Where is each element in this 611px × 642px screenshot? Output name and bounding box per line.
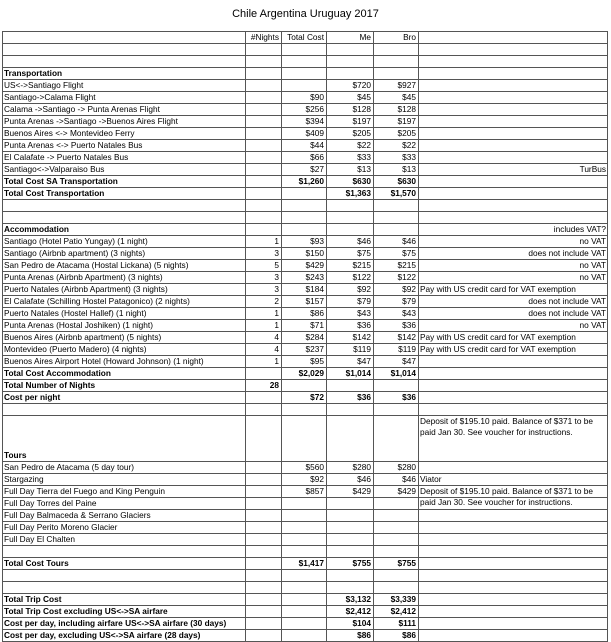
nights-cell: 4 xyxy=(274,344,279,354)
bro-cell: $46 xyxy=(402,474,416,484)
me-cell: $104 xyxy=(352,618,371,628)
summary-label-cell: Total Trip Cost excluding US<->SA airfare xyxy=(4,606,168,616)
item-cell: Full Day Torres del Paine xyxy=(4,498,97,508)
me-cell xyxy=(326,522,373,533)
nights-cell: 3 xyxy=(274,284,279,294)
item-cell: Santiago<->Valparaiso Bus xyxy=(4,164,105,174)
bro-cell: $280 xyxy=(397,462,416,472)
total-cost-cell xyxy=(281,522,326,533)
nights-cell: 5 xyxy=(274,260,279,270)
total-cost-cell xyxy=(281,534,326,545)
total-cost-cell: $243 xyxy=(305,272,324,282)
note-cell xyxy=(418,498,608,509)
table-row xyxy=(2,320,608,332)
bro-cell: $122 xyxy=(397,272,416,282)
table-row xyxy=(2,92,608,104)
me-cell: $36 xyxy=(357,320,371,330)
item-cell: El Calafate -> Puerto Natales Bus xyxy=(4,152,129,162)
me-cell: $142 xyxy=(352,332,371,342)
table-row xyxy=(2,356,608,368)
me-cell: $128 xyxy=(352,104,371,114)
item-cell: Puerto Natales (Airbnb Apartment) (3 nights) xyxy=(4,284,168,294)
item-cell: Buenos Aires (Airbnb apartment) (5 nights) xyxy=(4,332,162,342)
nights-cell: 1 xyxy=(274,320,279,330)
item-cell: Full Day Balmaceda & Serrano Glaciers xyxy=(4,510,151,520)
me-cell xyxy=(326,510,373,521)
table-row xyxy=(2,248,608,260)
item-cell: Santiago (Airbnb apartment) (3 nights) xyxy=(4,248,146,258)
tours-deposit-note: Deposit of $195.10 paid. Balance of $371 to be paid Jan 30. See voucher for instructions. xyxy=(420,416,593,437)
bro-cell xyxy=(373,510,418,521)
nights-cell: 4 xyxy=(274,332,279,342)
vat-note-cell: no VAT xyxy=(579,272,606,282)
section-heading-row xyxy=(2,416,608,462)
total-cost-cell: $90 xyxy=(310,92,324,102)
table-row xyxy=(2,594,608,606)
me-cell: $45 xyxy=(357,92,371,102)
me-cell: $86 xyxy=(357,630,371,640)
section-heading-row xyxy=(2,68,608,80)
total-row: Total Cost SA Transportation $1,260 $630 $630 xyxy=(2,176,608,188)
total-row: Total Cost Transportation $1,363 $1,570 xyxy=(2,188,608,200)
note-cell xyxy=(418,462,608,473)
table-row xyxy=(2,140,608,152)
header-nights: #Nights xyxy=(250,32,279,42)
total-row: Total Number of Nights 28 xyxy=(2,380,608,392)
table-row xyxy=(2,152,608,164)
total-cost-cell: $857 xyxy=(305,486,324,496)
item-cell: Punta Arenas (Airbnb Apartment) (3 nights) xyxy=(4,272,163,282)
summary-label-cell: Cost per day, excluding US<->SA airfare (28 days) xyxy=(4,630,201,640)
vat-note-cell: does not include VAT xyxy=(528,308,606,318)
bro-cell: $47 xyxy=(402,356,416,366)
table-row xyxy=(2,236,608,248)
note-cell: Viator xyxy=(420,474,442,484)
total-row: Total Cost Accommodation $2,029 $1,014 $1,014 xyxy=(2,368,608,380)
item-cell: Full Day El Chalten xyxy=(4,534,76,544)
item-cell: San Pedro de Atacama (5 day tour) xyxy=(4,462,135,472)
total-cost-cell: $237 xyxy=(305,344,324,354)
nights-cell: 1 xyxy=(274,308,279,318)
total-cost-cell: $409 xyxy=(305,128,324,138)
total-cost-cell: $560 xyxy=(305,462,324,472)
me-cell: $720 xyxy=(352,80,371,90)
accommodation-heading: Accommodation xyxy=(4,224,69,234)
nights-cell: 2 xyxy=(274,296,279,306)
me-cell: $13 xyxy=(357,164,371,174)
me-cell: $47 xyxy=(357,356,371,366)
bro-cell: $2,412 xyxy=(390,606,416,616)
table-row xyxy=(2,510,608,522)
total-cost-cell: $71 xyxy=(310,320,324,330)
me-cell: $122 xyxy=(352,272,371,282)
me-cell: $205 xyxy=(352,128,371,138)
table-row xyxy=(2,260,608,272)
bro-cell: $33 xyxy=(402,152,416,162)
total-cost-cell: $92 xyxy=(310,474,324,484)
bro-cell: $927 xyxy=(397,80,416,90)
table-row xyxy=(2,80,608,92)
table-row xyxy=(2,104,608,116)
note-cell: TurBus xyxy=(579,164,606,174)
table-row xyxy=(2,474,608,486)
me-cell: $280 xyxy=(352,462,371,472)
table-row xyxy=(2,606,608,618)
note-cell xyxy=(418,522,608,533)
total-cost-cell: $44 xyxy=(310,140,324,150)
header-bro: Bro xyxy=(403,32,416,42)
me-cell xyxy=(326,534,373,545)
bro-cell: $75 xyxy=(402,248,416,258)
total-cost-cell: $157 xyxy=(305,296,324,306)
note-cell xyxy=(418,92,608,103)
section-heading-row xyxy=(2,224,608,236)
me-cell: $2,412 xyxy=(345,606,371,616)
note-cell xyxy=(418,510,608,521)
total-cost-cell xyxy=(281,510,326,521)
total-cost-cell: $95 xyxy=(310,356,324,366)
bro-cell: $36 xyxy=(402,320,416,330)
me-cell xyxy=(326,498,373,509)
bro-cell xyxy=(373,534,418,545)
me-cell: $3,132 xyxy=(345,594,371,604)
note-cell xyxy=(418,152,608,163)
bro-cell: $13 xyxy=(402,164,416,174)
vat-heading: includes VAT? xyxy=(553,224,606,234)
bro-cell: $22 xyxy=(402,140,416,150)
nights-cell: 1 xyxy=(274,236,279,246)
blank-row xyxy=(2,212,608,224)
total-row: Total Cost Tours $1,417 $755 $755 xyxy=(2,558,608,570)
vat-note-cell: no VAT xyxy=(579,320,606,330)
total-cost-cell: $27 xyxy=(310,164,324,174)
me-cell: $119 xyxy=(353,344,371,354)
bro-cell: $142 xyxy=(397,332,416,342)
item-cell: Buenos Aires <-> Montevideo Ferry xyxy=(4,128,135,138)
note-cell xyxy=(418,534,608,545)
header-total-cost: Total Cost xyxy=(287,32,324,42)
bro-cell: $3,339 xyxy=(390,594,416,604)
note-cell xyxy=(418,104,608,115)
total-cost-cell: $150 xyxy=(305,248,324,258)
item-cell: El Calafate (Schilling Hostel Patagonico) (2 nights) xyxy=(4,296,190,306)
me-cell: $79 xyxy=(357,296,371,306)
item-cell: Puerto Natales (Hostel Hallef) (1 night) xyxy=(4,308,147,318)
vat-note-cell xyxy=(418,356,608,367)
table-row xyxy=(2,164,608,176)
table-row xyxy=(2,630,608,642)
item-cell: Punta Arenas <-> Puerto Natales Bus xyxy=(4,140,143,150)
note-cell xyxy=(418,128,608,139)
total-cost-cell xyxy=(281,498,326,509)
blank-row xyxy=(2,570,608,582)
total-cost-cell: $66 xyxy=(310,152,324,162)
total-row: Cost per night $72 $36 $36 xyxy=(2,392,608,404)
table-row xyxy=(2,308,608,320)
bro-cell: $92 xyxy=(402,284,416,294)
header-item xyxy=(2,32,245,43)
blank-row xyxy=(2,404,608,416)
item-cell: US<->Santiago Flight xyxy=(4,80,84,90)
note-cell: Deposit of $195.10 paid. Balance of $371 to be paid Jan 30. See voucher for instructions. xyxy=(420,486,593,507)
bro-cell xyxy=(373,522,418,533)
note-cell xyxy=(418,80,608,91)
bro-cell: $45 xyxy=(402,92,416,102)
me-cell: $43 xyxy=(357,308,371,318)
item-cell: Punta Arenas ->Santiago ->Buenos Aires Flight xyxy=(4,116,178,126)
blank-row xyxy=(2,546,608,558)
note-cell xyxy=(418,140,608,151)
nights-cell: 1 xyxy=(274,356,279,366)
bro-cell: $205 xyxy=(397,128,416,138)
total-cost-cell: $429 xyxy=(305,260,324,270)
table-row xyxy=(2,272,608,284)
item-cell: Punta Arenas (Hostal Joshiken) (1 night) xyxy=(4,320,153,330)
me-cell: $22 xyxy=(357,140,371,150)
bro-cell: $215 xyxy=(397,260,416,270)
total-cost-cell: $86 xyxy=(310,308,324,318)
bro-cell: $197 xyxy=(397,116,416,126)
me-cell: $215 xyxy=(352,260,371,270)
bro-cell: $79 xyxy=(402,296,416,306)
vat-note-cell: Pay with US credit card for VAT exemption xyxy=(420,332,576,342)
total-cost-cell: $394 xyxy=(305,116,324,126)
vat-note-cell: no VAT xyxy=(579,260,606,270)
table-row xyxy=(2,498,608,510)
total-cost-cell: $93 xyxy=(310,236,324,246)
vat-note-cell: no VAT xyxy=(579,236,606,246)
item-cell: Montevideo (Puerto Madero) (4 nights) xyxy=(4,344,147,354)
bro-cell: $43 xyxy=(402,308,416,318)
nights-cell: 3 xyxy=(274,248,279,258)
spreadsheet-grid xyxy=(2,31,608,642)
me-cell: $429 xyxy=(352,486,371,496)
header-row xyxy=(2,31,608,44)
vat-note-cell: does not include VAT xyxy=(528,296,606,306)
table-row xyxy=(2,344,608,356)
table-row xyxy=(2,534,608,546)
summary-label-cell: Cost per day, including airfare US<->SA airfare (30 days) xyxy=(4,618,227,628)
bro-cell: $128 xyxy=(397,104,416,114)
table-row xyxy=(2,128,608,140)
item-cell: San Pedro de Atacama (Hostal Lickana) (5 nights) xyxy=(4,260,189,270)
blank-row xyxy=(2,44,608,56)
bro-cell: $119 xyxy=(398,344,416,354)
me-cell: $92 xyxy=(357,284,371,294)
item-cell: Santiago->Calama Flight xyxy=(4,92,96,102)
table-row xyxy=(2,522,608,534)
total-cost-cell: $284 xyxy=(305,332,324,342)
item-cell: Santiago (Hotel Patio Yungay) (1 night) xyxy=(4,236,148,246)
transportation-heading: Transportation xyxy=(4,68,63,78)
me-cell: $197 xyxy=(352,116,371,126)
blank-row xyxy=(2,582,608,594)
item-cell: Full Day Tierra del Fuego and King Penguin xyxy=(4,486,165,496)
blank-row xyxy=(2,56,608,68)
note-cell xyxy=(418,116,608,127)
nights-cell: 3 xyxy=(274,272,279,282)
me-cell: $75 xyxy=(357,248,371,258)
sheet-title: Chile Argentina Uruguay 2017 xyxy=(232,8,379,20)
header-me: Me xyxy=(359,32,371,42)
vat-note-cell: does not include VAT xyxy=(528,248,606,258)
tours-heading: Tours xyxy=(4,450,27,460)
bro-cell: $46 xyxy=(402,236,416,246)
bro-cell: $86 xyxy=(402,630,416,640)
vat-note-cell: Pay with US credit card for VAT exemption xyxy=(420,344,576,354)
total-cost-cell: $184 xyxy=(305,284,324,294)
table-row xyxy=(2,462,608,474)
vat-note-cell: Pay with US credit card for VAT exemption xyxy=(420,284,576,294)
blank-row xyxy=(2,200,608,212)
table-row xyxy=(2,296,608,308)
item-cell: Buenos Aires Airport Hotel (Howard Johnson) (1 night) xyxy=(4,356,204,366)
bro-cell: $429 xyxy=(397,486,416,496)
bro-cell: $111 xyxy=(398,618,416,628)
summary-label-cell: Total Trip Cost xyxy=(4,594,62,604)
item-cell: Calama ->Santiago -> Punta Arenas Flight xyxy=(4,104,160,114)
me-cell: $33 xyxy=(357,152,371,162)
bro-cell xyxy=(373,498,418,509)
total-cost-cell: $256 xyxy=(305,104,324,114)
table-row xyxy=(2,332,608,344)
table-row xyxy=(2,618,608,630)
me-cell: $46 xyxy=(357,474,371,484)
total-cost-cell xyxy=(281,80,326,91)
item-cell: Full Day Perito Moreno Glacier xyxy=(4,522,118,532)
table-row xyxy=(2,284,608,296)
table-row xyxy=(2,116,608,128)
me-cell: $46 xyxy=(357,236,371,246)
item-cell: Stargazing xyxy=(4,474,44,484)
